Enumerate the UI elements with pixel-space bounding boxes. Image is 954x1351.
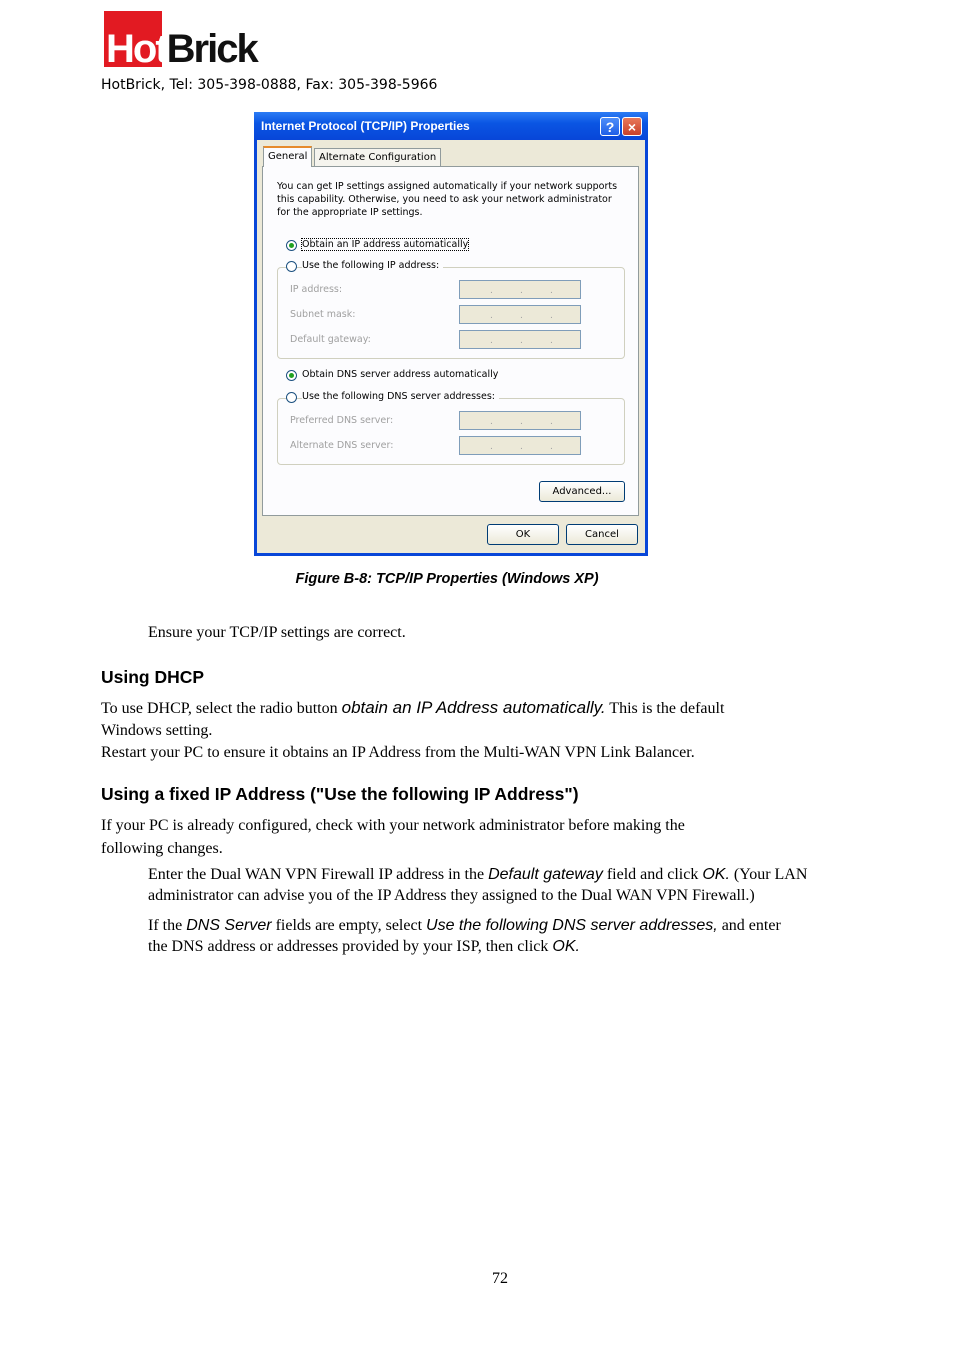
general-panel bbox=[262, 166, 639, 516]
gateway-line-2: administrator can advise you of the IP Address they assigned to the Dual WAN VPN Firewall.) bbox=[148, 887, 755, 904]
ip-address-label: IP address: bbox=[290, 284, 343, 295]
gateway-text-c: (Your LAN bbox=[729, 866, 808, 883]
fixed-ip-paragraph bbox=[101, 815, 891, 860]
use-dns-radio[interactable] bbox=[286, 392, 297, 403]
dhcp-text-a: To use DHCP, select the radio button bbox=[101, 700, 342, 717]
use-ip-label[interactable]: Use the following IP address: bbox=[302, 260, 443, 271]
logo-brick: Brick bbox=[166, 27, 257, 71]
obtain-ip-radio[interactable] bbox=[286, 240, 297, 251]
heading-using-dhcp: Using DHCP bbox=[101, 667, 205, 687]
dns-italic-3: OK. bbox=[552, 938, 580, 955]
ok-button[interactable]: OK bbox=[487, 524, 559, 545]
bullet-settings-correct: Ensure your TCP/IP settings are correct. bbox=[148, 624, 406, 641]
tcpip-properties-dialog bbox=[254, 112, 648, 556]
dns-text-d: the DNS address or addresses provided by your ISP, then click bbox=[148, 938, 553, 955]
subnet-mask-label: Subnet mask: bbox=[290, 309, 356, 320]
dhcp-text-b: This is the default bbox=[605, 700, 725, 717]
preferred-dns-field[interactable] bbox=[459, 411, 581, 430]
dhcp-line-1 bbox=[101, 697, 891, 720]
bullet-dns bbox=[148, 915, 888, 957]
dialog-body bbox=[257, 140, 645, 553]
subnet-mask-field[interactable] bbox=[459, 305, 581, 324]
alternate-dns-label: Alternate DNS server: bbox=[290, 440, 394, 451]
dhcp-line-2: Windows setting. bbox=[101, 722, 213, 739]
gateway-text-b: field and click bbox=[602, 866, 703, 883]
obtain-dns-label[interactable]: Obtain DNS server address automatically bbox=[302, 369, 499, 380]
obtain-ip-label[interactable]: Obtain an IP address automatically bbox=[302, 239, 469, 250]
cancel-button[interactable]: Cancel bbox=[566, 524, 638, 545]
dhcp-paragraph bbox=[101, 697, 891, 764]
gateway-text-a: Enter the Dual WAN VPN Firewall IP address in the bbox=[148, 866, 489, 883]
advanced-button[interactable]: Advanced... bbox=[539, 481, 625, 502]
use-ip-radio[interactable] bbox=[286, 261, 297, 272]
fixed-ip-line-2: following changes. bbox=[101, 840, 223, 857]
gateway-line-1 bbox=[148, 864, 888, 885]
logo-text bbox=[106, 29, 257, 69]
obtain-dns-radio[interactable] bbox=[286, 370, 297, 381]
gateway-italic-2: OK. bbox=[702, 866, 730, 883]
default-gateway-label: Default gateway: bbox=[290, 334, 371, 345]
default-gateway-field[interactable] bbox=[459, 330, 581, 349]
dns-text-b: fields are empty, select bbox=[271, 917, 427, 934]
ip-address-field[interactable] bbox=[459, 280, 581, 299]
preferred-dns-label: Preferred DNS server: bbox=[290, 415, 394, 426]
dialog-title-bar bbox=[254, 112, 648, 140]
logo-hot: Hot bbox=[106, 27, 167, 71]
hotbrick-logo bbox=[104, 11, 257, 71]
use-dns-label[interactable]: Use the following DNS server addresses: bbox=[302, 391, 499, 402]
dns-line-2 bbox=[148, 936, 888, 957]
figure-caption: Figure B-8: TCP/IP Properties (Windows XP) bbox=[295, 571, 599, 587]
dhcp-restart-line: Restart your PC to ensure it obtains an IP Address from the Multi-WAN VPN Link Balancer. bbox=[101, 744, 695, 761]
tab-general[interactable]: General bbox=[263, 146, 312, 167]
dns-italic-2: Use the following DNS server addresses, bbox=[426, 917, 718, 934]
dhcp-italic: obtain an IP Address automatically. bbox=[341, 698, 606, 717]
gateway-italic-1: Default gateway bbox=[488, 866, 603, 883]
close-button[interactable]: × bbox=[622, 117, 642, 136]
tab-alternate-configuration[interactable]: Alternate Configuration bbox=[314, 148, 441, 166]
contact-line: HotBrick, Tel: 305-398-0888, Fax: 305-398-5966 bbox=[101, 77, 438, 93]
dns-text-a: If the bbox=[148, 917, 187, 934]
page-number: 72 bbox=[492, 1270, 508, 1287]
dialog-title: Internet Protocol (TCP/IP) Properties bbox=[261, 119, 470, 133]
fixed-ip-line-1: If your PC is already configured, check with your network administrator before making the bbox=[101, 817, 685, 834]
dns-italic-1: DNS Server bbox=[186, 917, 272, 934]
bullet-gateway bbox=[148, 864, 888, 906]
help-button[interactable]: ? bbox=[600, 117, 620, 136]
alternate-dns-field[interactable] bbox=[459, 436, 581, 455]
dns-line-1 bbox=[148, 915, 888, 936]
heading-fixed-ip: Using a fixed IP Address ("Use the following IP Address") bbox=[101, 784, 579, 804]
dns-text-c: and enter bbox=[717, 917, 781, 934]
dialog-intro-text: You can get IP settings assigned automatically if your network supports this capability. Otherwise, you need to ask your network administrator for the appropriate IP settings. bbox=[277, 181, 618, 218]
